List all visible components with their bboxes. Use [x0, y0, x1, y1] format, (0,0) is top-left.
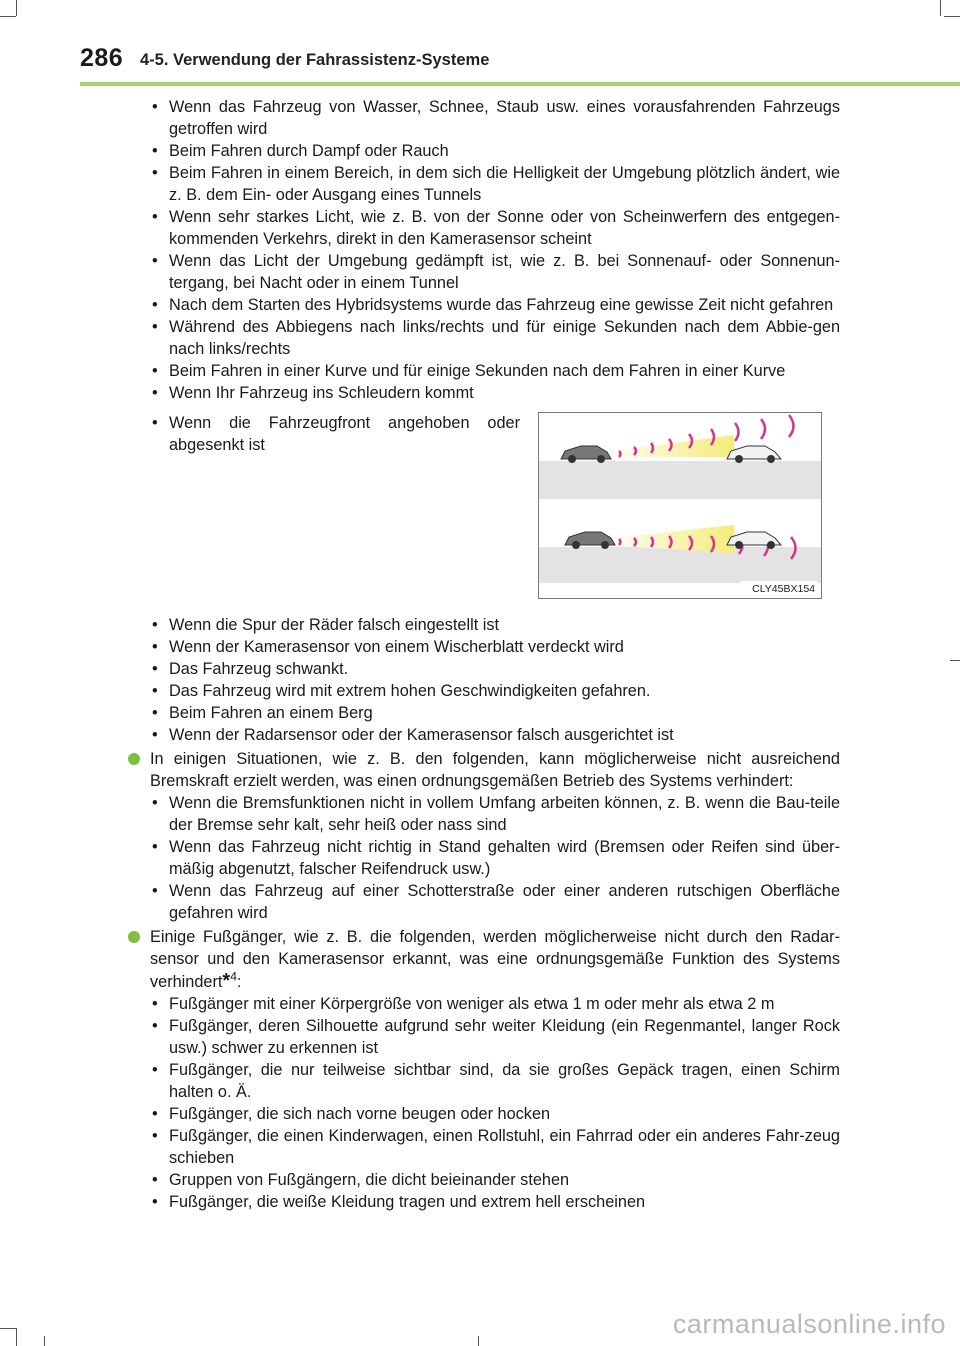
figure-code: CLY45BX154 — [752, 583, 815, 595]
condition-list-1 — [140, 96, 840, 404]
car-icon — [565, 532, 615, 549]
watermark: carmanualsonline.info — [672, 1309, 946, 1339]
page-number: 286 — [80, 44, 124, 72]
list-item: • Beim Fahren in einer Kurve und für einige Sekunden nach dem Fahren in einer Kurve — [140, 360, 840, 382]
list-item: • Das Fahrzeug wird mit extrem hohen Geschwindigkeiten gefahren. — [140, 680, 840, 702]
footnote-star: * — [222, 970, 231, 992]
car-icon — [561, 446, 611, 463]
crop-mark — [44, 1336, 45, 1346]
list-item: • Während des Abbiegens nach links/rechts und für einige Sekunden nach dem Abbie-gen nach links/rechts — [140, 316, 840, 360]
list-item: • Gruppen von Fußgängern, die dicht beieinander stehen — [140, 1169, 840, 1191]
green-bullet-icon — [128, 931, 140, 943]
list-item: • Nach dem Starten des Hybridsystems wurde das Fahrzeug eine gewisse Zeit nicht gefahren — [140, 294, 840, 316]
page-content — [140, 96, 840, 1213]
list-item: • Wenn das Fahrzeug auf einer Schotterstraße oder einer anderen rutschigen Oberfläche gefahren wird — [140, 880, 840, 924]
list-item: • Beim Fahren durch Dampf oder Rauch — [140, 140, 840, 162]
footnote-ref: 4 — [230, 969, 237, 984]
condition-list-2 — [140, 614, 840, 746]
car-icon — [727, 532, 781, 549]
paragraph-end: : — [236, 973, 242, 991]
crop-mark — [16, 0, 17, 16]
paragraph-text: In einigen Situationen, wie z. B. den folgenden, kann möglicherweise nicht ausreichend Bremskraft erzielt werden, was einen ordnungsgemäßen Betrieb des Systems verhindert: — [150, 750, 840, 790]
list-item: • Wenn das Fahrzeug nicht richtig in Stand gehalten wird (Bremsen oder Reifen sind über-mäßig abgenutzt, falscher Reifendruck usw.) — [140, 836, 840, 880]
list-item: • Fußgänger, die sich nach vorne beugen oder hocken — [140, 1103, 840, 1125]
list-item: • Fußgänger, die weiße Kleidung tragen und extrem hell erscheinen — [140, 1191, 840, 1213]
list-item: • Fußgänger, die nur teilweise sichtbar sind, da sie großes Gepäck tragen, einen Schirm halten o. Ä. — [140, 1059, 840, 1103]
road-band — [539, 547, 821, 583]
list-item: • Wenn das Fahrzeug von Wasser, Schnee, Staub usw. eines vorausfahrenden Fahrzeugs getroffen wird — [140, 96, 840, 140]
figure-caption-list — [140, 412, 520, 456]
crop-mark — [0, 1328, 16, 1329]
list-item: • Wenn der Radarsensor oder der Kamerasensor falsch ausgerichtet ist — [140, 724, 840, 746]
figure-row — [140, 412, 840, 608]
list-item: • Wenn die Bremsfunktionen nicht in vollem Umfang arbeiten können, z. B. wenn die Bau-teile der Bremse sehr kalt, sehr heiß oder nass sind — [140, 792, 840, 836]
list-item: • Wenn die Fahrzeugfront angehoben oder abgesenkt ist — [140, 412, 520, 456]
road-band — [539, 461, 821, 499]
list-item: • Wenn Ihr Fahrzeug ins Schleudern kommt — [140, 382, 840, 404]
list-item: • Wenn das Licht der Umgebung gedämpft ist, wie z. B. bei Sonnenauf- oder Sonnenun-tergang, bei Nacht oder in einem Tunnel — [140, 250, 840, 294]
list-item: • Fußgänger, die einen Kinderwagen, einen Rollstuhl, ein Fahrrad oder ein anderes Fahr-zeug schieben — [140, 1125, 840, 1169]
crop-mark — [940, 0, 941, 16]
list-item: • Fußgänger mit einer Körpergröße von weniger als etwa 1 m oder mehr als etwa 2 m — [140, 993, 840, 1015]
illustration-svg — [539, 413, 821, 598]
page-header — [80, 44, 960, 80]
crop-mark — [478, 1336, 479, 1346]
crop-mark — [16, 1328, 17, 1346]
section-title: 4-5. Verwendung der Fahrassistenz-Systeme — [140, 51, 490, 69]
list-item: • Beim Fahren in einem Bereich, in dem sich die Helligkeit der Umgebung plötzlich ändert, wie z. B. dem Ein- oder Ausgang eines Tunnels — [140, 162, 840, 206]
list-item: • Wenn die Spur der Räder falsch eingestellt ist — [140, 614, 840, 636]
paragraph-text: Einige Fußgänger, wie z. B. die folgenden, werden möglicherweise nicht durch den Radar-sensor und den Kamerasensor erkannt, was eine ordnungsgemäße Funktion des Systems verhindert — [150, 928, 840, 991]
crop-mark — [944, 16, 960, 17]
header-rule — [80, 82, 960, 86]
vehicle-beam-illustration — [538, 412, 822, 599]
list-item: • Beim Fahren an einem Berg — [140, 702, 840, 724]
braking-paragraph — [140, 748, 840, 792]
green-bullet-icon — [128, 753, 140, 765]
list-item: • Das Fahrzeug schwankt. — [140, 658, 840, 680]
pedestrian-list — [140, 993, 840, 1213]
list-item: • Fußgänger, deren Silhouette aufgrund sehr weiter Kleidung (ein Regenmantel, langer Rock usw.) schwer zu erkennen ist — [140, 1015, 840, 1059]
pedestrian-paragraph — [140, 926, 840, 993]
car-icon — [727, 446, 781, 463]
crop-mark — [0, 16, 16, 17]
list-item: • Wenn sehr starkes Licht, wie z. B. von der Sonne oder von Scheinwerfern des entgegen-kommenden Verkehrs, direkt in den Kamerasensor scheint — [140, 206, 840, 250]
condition-list-3 — [140, 792, 840, 924]
list-item: • Wenn der Kamerasensor von einem Wischerblatt verdeckt wird — [140, 636, 840, 658]
crop-mark — [950, 660, 960, 661]
